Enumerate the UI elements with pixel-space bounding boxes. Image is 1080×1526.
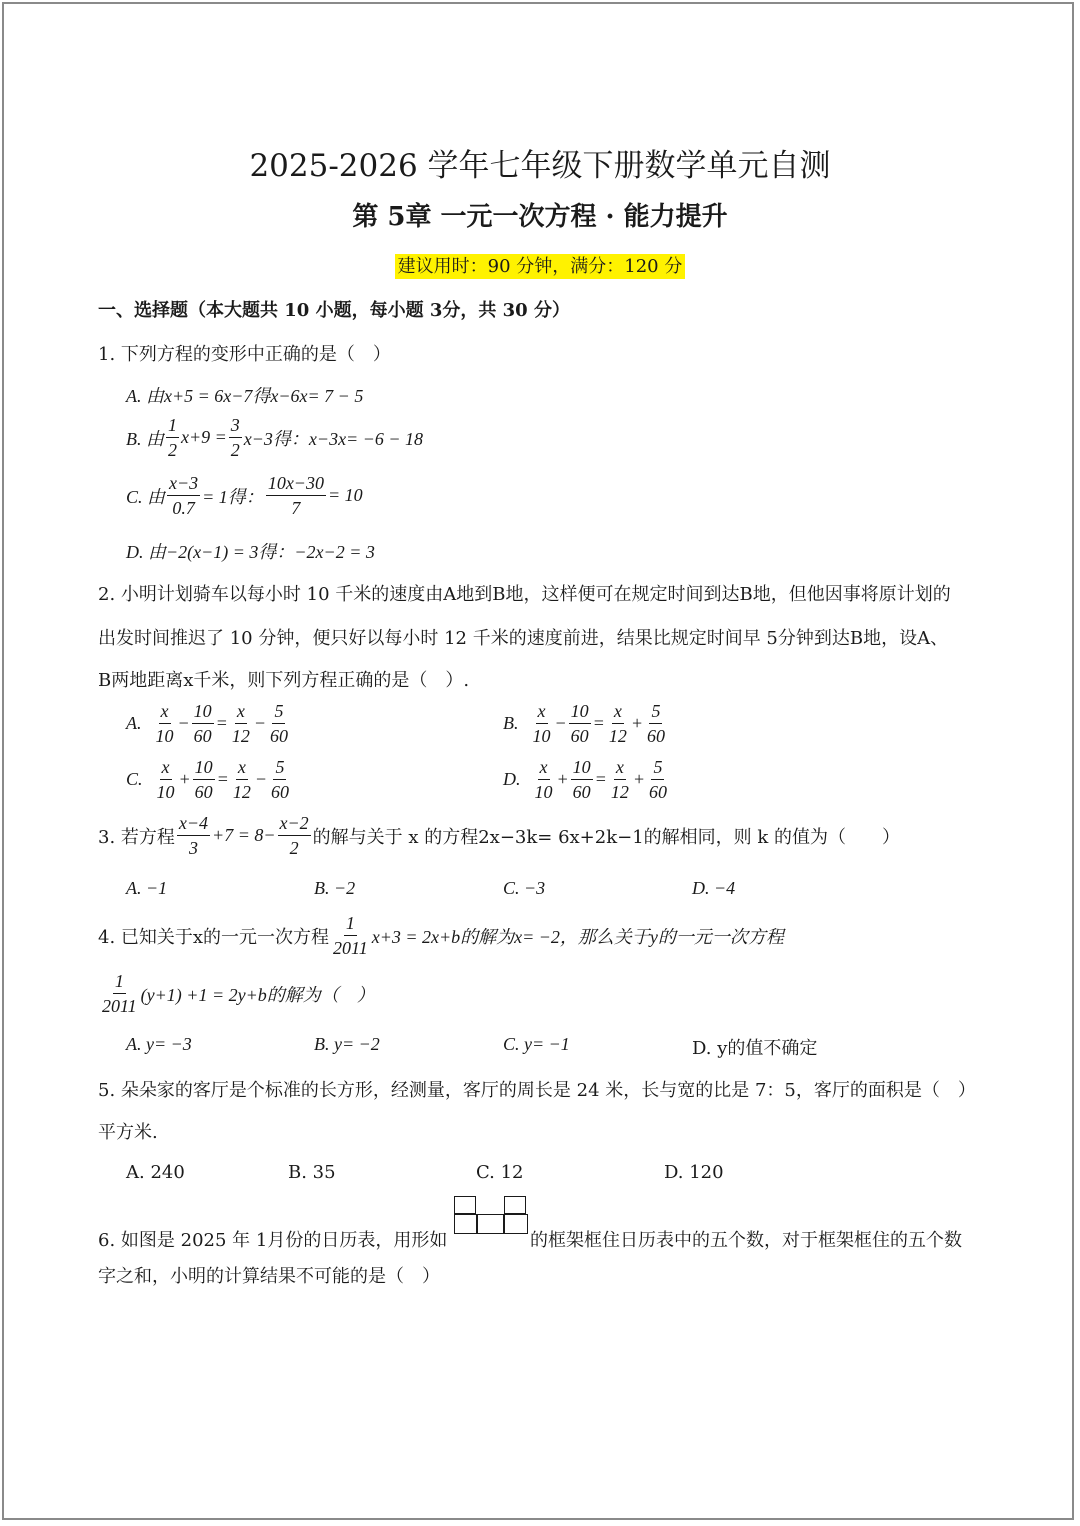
q5-option-c: C. 12 — [476, 1162, 524, 1183]
q6-line2: 字之和，小明的计算结果不可能的是（ ） — [98, 1266, 440, 1287]
q4-option-b: B. y= −2 — [314, 1034, 380, 1054]
q3-option-c: C. −3 — [503, 878, 546, 898]
q3-stem: 3. 若方程 $\frac{x-4}{3}$ +7 = 8− $\frac{x-2}{2}$ 的解与关于 x 的方程2x−3k= 6x+2k−1的解相同，则 k 的值为（ ） — [98, 813, 901, 858]
q1-option-d: D. 由−2(x−1) = 3得：−2x−2 = 3 — [126, 542, 375, 562]
q2-line2: 出发时间推迟了 10 分钟，便只好以每小时 12 千米的速度前进，结果比规定时间早 5分钟到达B地，设A、 — [98, 628, 949, 649]
q4-frac2: $\frac{1}{2011}$ — [102, 971, 137, 1016]
q2-line1: 2. 小明计划骑车以每小时 10 千米的速度由A地到B地，这样便可在规定时间到达B地，但他因事将原计划的 — [98, 584, 951, 605]
q4-option-d: D. y的值不确定 — [692, 1038, 818, 1059]
q1c-mid: = 1得： — [202, 486, 264, 507]
q5-line1: 5. 朵朵家的客厅是个标准的长方形，经测量，客厅的周长是 24 米，长与宽的比是 7：5，客厅的面积是（ ） — [98, 1080, 976, 1101]
q2-line3: B两地距离x千米，则下列方程正确的是（ ）. — [98, 670, 470, 691]
q2-option-d: D. $\frac{x}{10}$ + $\frac{10}{60}$ = $\frac{x}{12}$ + $\frac{5}{60}$ — [503, 757, 667, 802]
q3-option-d: D. −4 — [692, 878, 736, 898]
q1-option-b — [126, 414, 423, 461]
section-heading: 一、选择题（本大题共 10 小题，每小题 3分，共 30 分） — [98, 300, 570, 321]
q5-option-b: B. 35 — [288, 1162, 336, 1183]
time-note: 建议用时：90 分钟，满分：120 分 — [395, 254, 686, 279]
q1c-frac1: $\frac{x-3}{0.7}$ — [169, 473, 199, 518]
q2-option-a: A. $\frac{x}{10}$ − $\frac{10}{60}$ = $\frac{x}{12}$ − $\frac{5}{60}$ — [126, 701, 288, 746]
q4-line1: 4. 已知关于x的一元一次方程 $\frac{1}{2011}$ x+3 = 2x+b的解为x= −2，那么关于y的一元一次方程 — [98, 913, 784, 958]
q5-option-d: D. 120 — [664, 1162, 724, 1183]
page-title: 2025-2026 学年七年级下册数学单元自测 — [249, 148, 831, 184]
q4-frac1: $\frac{1}{2011}$ — [333, 913, 368, 958]
q4-option-a: A. y= −3 — [126, 1034, 192, 1054]
q1c-frac2: $\frac{10x-30}{7}$ — [267, 473, 324, 518]
q2-option-c: C. $\frac{x}{10}$ + $\frac{10}{60}$ = $\frac{x}{12}$ − $\frac{5}{60}$ — [126, 757, 289, 802]
q6-post: 的框架框住日历表中的五个数，对于框架框住的五个数 — [530, 1230, 962, 1251]
q1-stem: 1. 下列方程的变形中正确的是（ ） — [98, 344, 391, 365]
q4-line2: $\frac{1}{2011}$ (y+1) +1 = 2y+b的解为（ ） — [102, 971, 375, 1016]
q1b-frac1: $\frac{1}{2}$ — [168, 415, 177, 460]
q3-option-a: A. −1 — [126, 878, 168, 898]
q1b-mid: x+9 = — [181, 427, 227, 447]
q1-option-a: A. 由x+5 = 6x−7得x−6x= 7 − 5 — [126, 386, 364, 406]
q3-frac2: $\frac{x-2}{2}$ — [279, 813, 309, 858]
q1b-post: x−3得：x−3x= −6 − 18 — [243, 428, 423, 449]
q3-frac1: $\frac{x-4}{3}$ — [178, 813, 209, 858]
q4-option-c: C. y= −1 — [503, 1034, 570, 1054]
q1c-post: = 10 — [327, 485, 363, 505]
chapter-subtitle: 第 5章 一元一次方程 · 能力提升 — [352, 202, 728, 232]
time-note-row — [0, 252, 1080, 278]
q6-pre: 6. 如图是 2025 年 1月份的日历表，用形如 — [98, 1230, 448, 1251]
q1-option-c — [126, 472, 363, 519]
q2-option-b: B. $\frac{x}{10}$ − $\frac{10}{60}$ = $\frac{x}{12}$ + $\frac{5}{60}$ — [503, 701, 665, 746]
q5-line2: 平方米. — [98, 1122, 158, 1143]
q1c-pre: C. 由 — [126, 486, 166, 507]
q1b-frac2: $\frac{3}{2}$ — [230, 415, 240, 460]
q3-option-b: B. −2 — [314, 878, 356, 898]
frame-shape-figure — [452, 1194, 530, 1242]
q5-option-a: A. 240 — [126, 1162, 185, 1183]
q1b-pre: B. 由 — [126, 428, 164, 449]
